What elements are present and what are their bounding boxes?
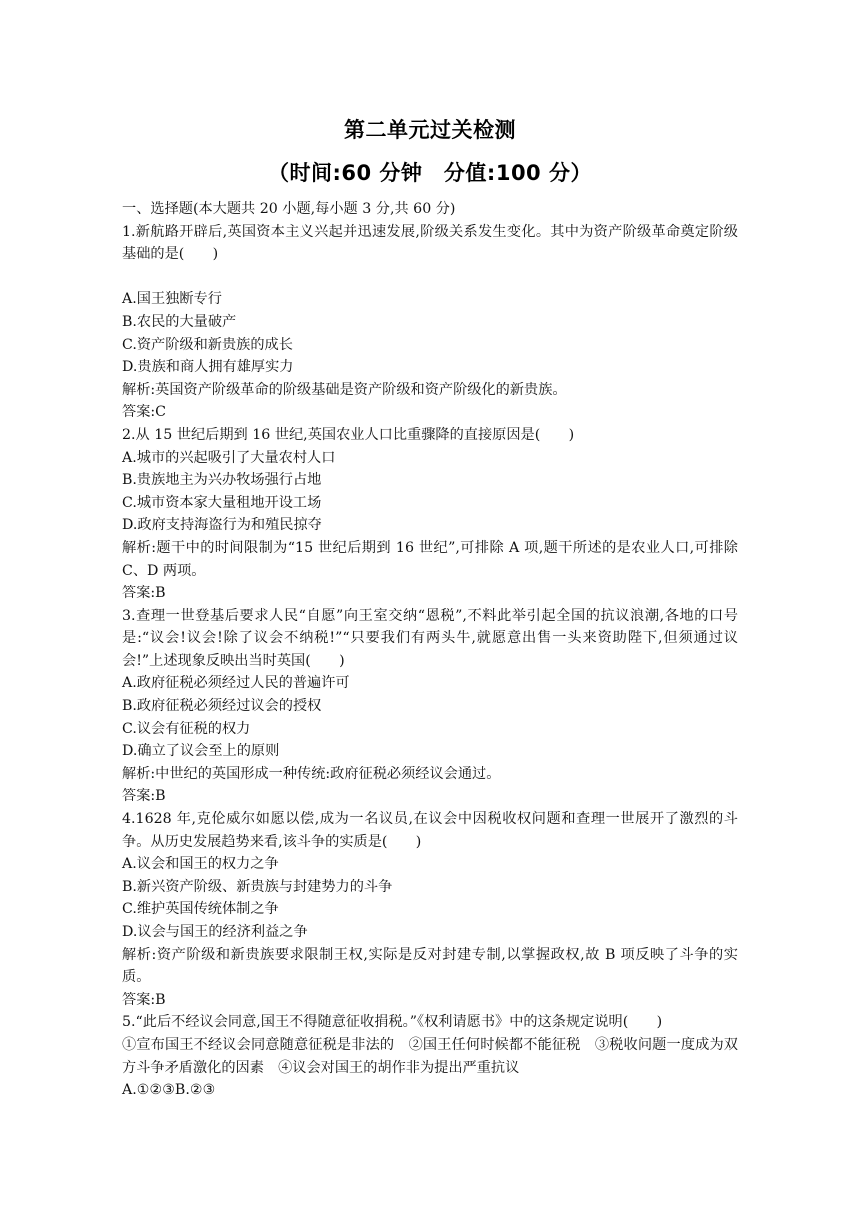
- question-2: [122, 424, 738, 605]
- document-body: [122, 198, 738, 1102]
- statements: ①宣布国王不经议会同意随意征税是非法的 ②国王任何时候都不能征税 ③税收问题一度成为双方斗争矛盾激化的因素 ④议会对国王的胡作非为提出严重抗议: [122, 1036, 738, 1076]
- option-b: B.贵族地主为兴办牧场强行占地: [122, 472, 322, 489]
- option-d: D.政府支持海盗行为和殖民掠夺: [122, 517, 322, 534]
- analysis: 解析:资产阶级和新贵族要求限制王权,实际是反对封建专制,以掌握政权,故 B 项反映了斗争的实质。: [122, 946, 738, 986]
- option-b: B.农民的大量破产: [122, 313, 237, 330]
- section-heading: 一、选择题(本大题共 20 小题,每小题 3 分,共 60 分): [122, 201, 456, 217]
- answer: 答案:B: [122, 585, 166, 602]
- question-stem: 5.“此后不经议会同意,国王不得随意征收捐税。”《权利请愿书》中的这条规定说明( ): [122, 1014, 663, 1031]
- option-c: C.议会有征税的权力: [122, 720, 251, 737]
- option-a: A.议会和国王的权力之争: [122, 856, 279, 873]
- question-3: [122, 605, 738, 808]
- option-a: A.政府征税必须经过人民的普遍许可: [122, 675, 350, 692]
- option-d: D.贵族和商人拥有雄厚实力: [122, 359, 294, 376]
- option-d: D.确立了议会至上的原则: [122, 743, 280, 760]
- question-4: [122, 808, 738, 1011]
- spacer: [122, 266, 738, 289]
- analysis: 解析:英国资产阶级革命的阶级基础是资产阶级和资产阶级化的新贵族。: [122, 381, 567, 398]
- answer: 答案:B: [122, 788, 166, 805]
- question-1: [122, 221, 738, 424]
- option-c: C.资产阶级和新贵族的成长: [122, 336, 293, 353]
- option-b: B.新兴资产阶级、新贵族与封建势力的斗争: [122, 878, 393, 895]
- option-d: D.议会与国王的经济利益之争: [122, 924, 308, 940]
- options-inline: A.①②③B.②③: [122, 1082, 216, 1099]
- question-stem: 2.从 15 世纪后期到 16 世纪,英国农业人口比重骤降的直接原因是( ): [122, 426, 575, 443]
- question-5: [122, 1011, 738, 1101]
- option-c: C.城市资本家大量租地开设工场: [122, 494, 322, 511]
- answer: 答案:B: [122, 991, 166, 1008]
- analysis: 解析:中世纪的英国形成一种传统:政府征税必须经议会通过。: [122, 765, 501, 782]
- question-stem: 4.1628 年,克伦威尔如愿以偿,成为一名议员,在议会中因税收权问题和查理一世展开了激烈的斗争。从历史发展趋势来看,该斗争的实质是( ): [122, 811, 738, 850]
- option-c: C.维护英国传统体制之争: [122, 901, 279, 918]
- option-a: A.城市的兴起吸引了大量农村人口: [122, 449, 336, 466]
- analysis: 解析:题干中的时间限制为“15 世纪后期到 16 世纪”,可排除 A 项,题干所述的是农业人口,可排除 C、D 两项。: [122, 539, 738, 579]
- page-title: 第二单元过关检测: [344, 118, 516, 142]
- answer: 答案:C: [122, 404, 167, 421]
- question-stem: 1.新航路开辟后,英国资本主义兴起并迅速发展,阶级关系发生变化。其中为资产阶级革命奠定阶级基础的是( ): [122, 223, 738, 263]
- question-stem: 3.查理一世登基后要求人民“自愿”向王室交纳“恩税”,不料此举引起全国的抗议浪潮,各地的口号是:“议会!议会!除了议会不纳税!”“只要我们有两头牛,就愿意出售一头来资助陛下,但须通过议会!”上述现象反映出当时英国( ): [122, 607, 738, 669]
- option-a: A.国王独断专行: [122, 291, 222, 308]
- page-subtitle: （时间:60 分钟 分值:100 分）: [268, 161, 592, 185]
- option-b: B.政府征税必须经过议会的授权: [122, 698, 322, 715]
